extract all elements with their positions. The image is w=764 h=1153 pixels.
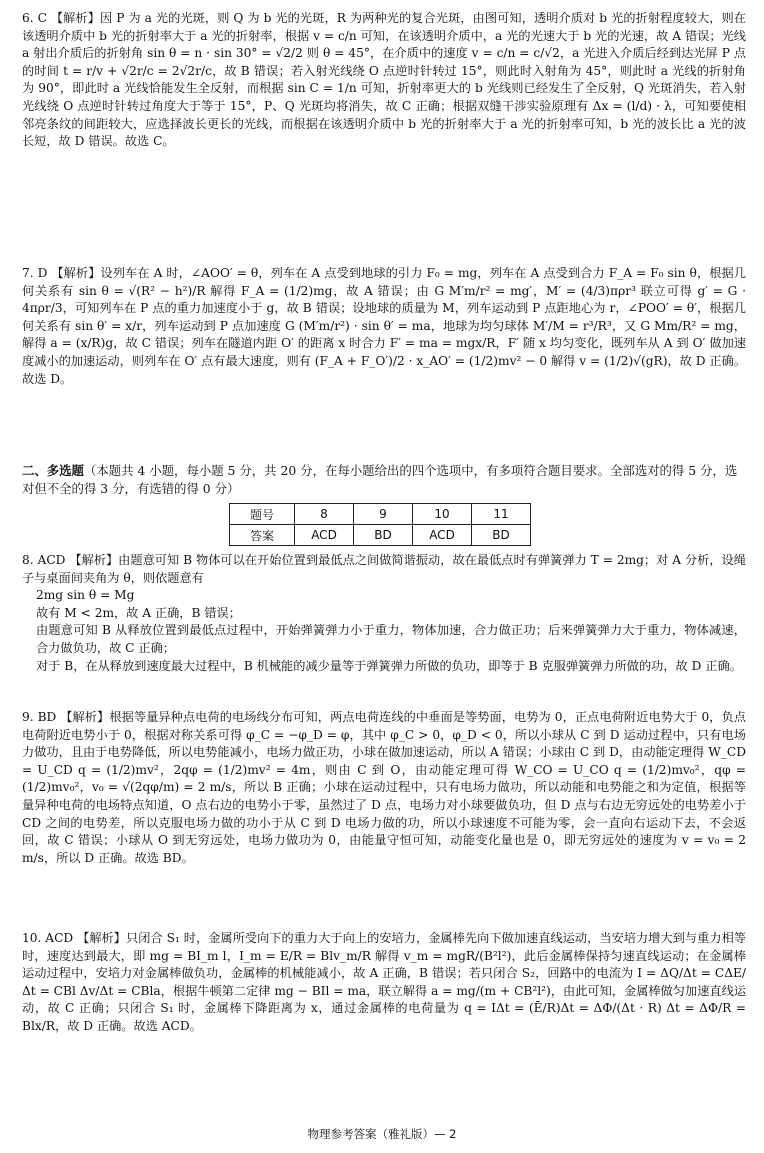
row-label-number: 题号	[230, 504, 295, 525]
question-number-9: 9	[354, 504, 413, 525]
answer-table-number-row	[230, 504, 531, 525]
answer-table	[229, 503, 531, 546]
answer-q8-line: 8. ACD 【解析】由题意可知 B 物体可以在开始位置到最低点之间做简谐振动，故在最低点时有弹簧弹力 T = 2mg；对 A 分析，设绳子与桌面间夹角为 θ，则依题意有	[22, 553, 746, 585]
row-label-answer: 答案	[230, 525, 295, 546]
question-number-11: 11	[472, 504, 531, 525]
answer-q9	[22, 709, 746, 867]
answer-8: ACD	[295, 525, 354, 546]
section-multiple-choice	[22, 462, 746, 497]
answer-11: BD	[472, 525, 531, 546]
page-footer: 物理参考答案（雅礼版）— 2	[307, 1127, 457, 1141]
section-heading: 二、多选题	[22, 463, 84, 478]
answer-q10	[22, 930, 746, 1036]
answer-q7	[22, 265, 746, 388]
answer-9: BD	[354, 525, 413, 546]
answer-q8-line: 2mg sin θ = Mg	[36, 588, 135, 603]
answer-q8-line: 由题意可知 B 从释放位置到最低点过程中，开始弹簧弹力小于重力，物体加速，合力做正功；后来弹簧弹力大于重力，物体减速，合力做负功，故 C 正确；	[36, 623, 746, 655]
answer-10: ACD	[413, 525, 472, 546]
answer-table-answer-row	[230, 525, 531, 546]
section-instructions: （本题共 4 小题，每小题 5 分，共 20 分，在每小题给出的四个选项中，有多项符合题目要求。全部选对的得 5 分，选对但不全的得 3 分，有选错的得 0 分）	[22, 463, 738, 496]
answer-q10-text: 10. ACD 【解析】只闭合 S₁ 时，金属所受向下的重力大于向上的安培力，金属棒先向下做加速直线运动，当安培力增大到与重力相等时，速度达到最大，即 mg = BI_m l，I_m = E/R = Blv_m/R 解得 v_m = mgR/(B²l²)，此后金属棒保持匀速直线运动；在金属棒运动过程中，安培力对金属棒做负功，金属棒的机械能减小，故 A 正确，B 错误；若只闭合 S₂，回路中的电流为 I = ΔQ/Δt = CΔE/Δt = CBl Δv/Δt = CBla，根据牛顿第二定律 mg − BIl = ma，联立解得 a = mg/(m + CB²l²)，由此可知，金属棒做匀加速直线运动，故 C 正确；只闭合 S₁ 时，金属棒下降距离为 x，通过金属棒的电荷量为 q = IΔt = (Ē/R)Δt = ΔΦ/(Δt · R) Δt = ΔΦ/R = Blx/R，故 D 正确。故选 ACD。	[22, 931, 746, 1033]
answer-q8-line: 故有 M < 2m，故 A 正确，B 错误；	[36, 605, 241, 620]
answer-q7-text: 7. D 【解析】设列车在 A 时，∠AOO′ = θ，列车在 A 点受到地球的引力 F₀ = mg，列车在 A 点受到合力 F_A = F₀ sin θ，根据几何关系有 sin θ = √(R² − h²)/R 解得 F_A = (1/2)mg，故 A 错误；由 G M′m/r² = mg′，M′ = (4/3)πρr³ 联立可得 g′ = G · 4πρr/3，可知列车在 P 点的重力加速度小于 g，故 B 错误；设地球的质量为 M，列车运动到 P 点距地心为 r，∠POO′ = θ′，根据几何关系有 sin θ′ = x/r，列车运动到 P 点加速度 G (M′m/r²) · sin θ′ = ma，地球为均匀球体 M′/M = r³/R³，又 G Mm/R² = mg，解得 a = (x/R)g，故 C 错误；列车在隧道内距 O′ 的距离 x 时合力 F′ = ma = mgx/R，F′ 随 x 均匀变化，既列车从 A 到 O′ 做加速度减小的加速运动，则列车在 O′ 点有最大速度，则有 (F_A + F_O′)/2 · x_AO′ = (1/2)mv² − 0 解得 v = (1/2)√(gR)，故 D 正确。故选 D。	[22, 266, 746, 386]
answer-q8	[22, 552, 746, 675]
question-number-10: 10	[413, 504, 472, 525]
answer-q6	[22, 10, 746, 151]
answer-q9-text: 9. BD 【解析】根据等量异种点电荷的电场线分布可知，两点电荷连线的中垂面是等势面，电势为 0，正点电荷附近电势大于 0，负点电荷附近电势小于 0，根据对称关系可得 φ_C = −φ_D = φ，其中 φ_C > 0，φ_D < 0，所以小球从 C 到 D 运动过程中，只有电场力做功，且由于电势降低，所以电势能减小，电场力做正功，小球在做加速运动，所以 A 错误；小球由 C 到 D，由动能定理得 W_CD = U_CD q = (1/2)mv²，2qφ = (1/2)mv² = 4m，则由 C 到 O，由动能定理可得 W_CO = U_CO q = (1/2)mv₀²，qφ = (1/2)mv₀²，v₀ = √(2qφ/m) = 2 m/s，所以 B 正确；小球在运动过程中，只有电场力做功，所以动能和电势能之和为定值，根据等量异种电荷的电场特点知道，O 点右边的电势小于零，虽然过了 D 点，电场力对小球要做负功，但 D 点与右边无穷远处的电势差小于 CD 之间的电势差，所以克服电场力做的功小于从 C 到 D 电场力做的功，所以小球速度不可能为零，会一直向右运动下去，不会返回，故 C 错误；小球从 O 到无穷远处，电场力做功为 0，由能量守恒可知，动能变化量也是 0，即无穷远处的速度为 v = v₀ = 2 m/s，所以 D 正确。故选 BD。	[22, 710, 746, 865]
answer-q6-text: 6. C 【解析】因 P 为 a 光的光斑，则 Q 为 b 光的光斑，R 为两种光的复合光斑，由图可知，透明介质对 b 光的折射程度较大，则在该透明介质中 b 光的折射率大于 a 光的折射率，根据 v = c/n 可知，在该透明介质中，a 光的光速大于 b 光的光速，故 A 错误；光线 a 射出介质后的折射角 sin θ = n · sin 30° = √2/2 则 θ = 45°，在介质中的速度 v = c/n = c/√2，a 光进入介质后经到达光屏 P 点的时间 t = r/v + √2r/c = 2√2r/c，故 B 错误；若入射光线绕 O 点逆时针转过 15°，则此时入射角为 45°，则此时 a 光线的折射角为 90°，即此时 a 光线恰能发生全反射，而根据 sin C = 1/n 可知，折射率更大的 b 光线则已经发生了全反射，Q 光斑消失，若入射光线绕 O 点逆时针转过角度大于等于 15°，P、Q 光斑均将消失，故 C 正确；根据双缝干涉实验原理有 Δx = (l/d) · λ，可知要使相邻亮条纹的间距较大，应选择波长更长的光线，而根据在该透明介质中 b 光的折射率大于 a 光的折射率可知，b 光的波长比 a 光的波长短，故 D 错误。故选 C。	[22, 11, 746, 149]
question-number-8: 8	[295, 504, 354, 525]
answer-q8-line: 对于 B，在从释放到速度最大过程中，B 机械能的减少量等于弹簧弹力所做的负功，即等于 B 克服弹簧弹力所做的功，故 D 正确。	[36, 658, 742, 673]
